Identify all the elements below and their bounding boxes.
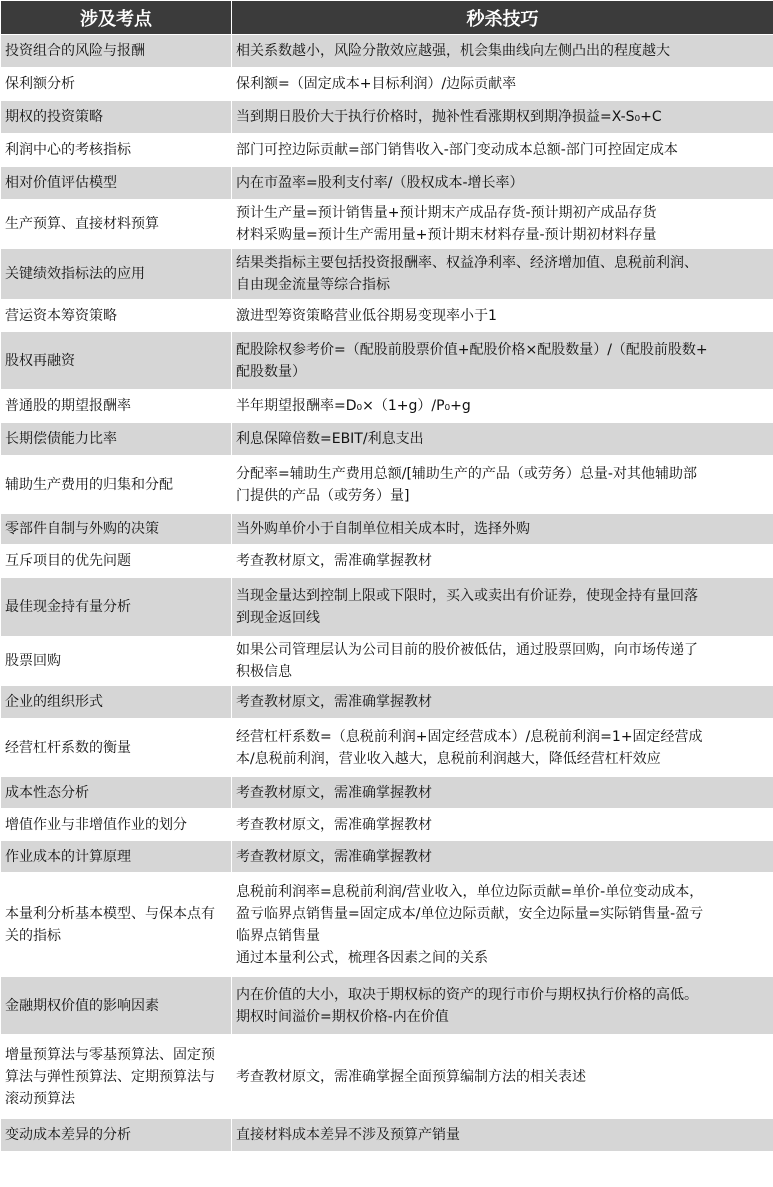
technique-cell bbox=[232, 686, 773, 719]
table-row bbox=[1, 249, 773, 300]
table-row bbox=[1, 101, 773, 134]
topic-cell: 保利额分析 bbox=[1, 68, 232, 101]
technique-line: 预计生产量=预计销售量+预计期末产成品存货-预计期初产成品存货 bbox=[236, 205, 657, 221]
table-row bbox=[1, 390, 773, 423]
technique-cell bbox=[232, 101, 773, 134]
technique-cell bbox=[232, 545, 773, 578]
technique-line: 相关系数越小，风险分散效应越强，机会集曲线向左侧凸出的程度越大 bbox=[236, 43, 670, 59]
technique-line: 考查教材原文，需准确掌握教材 bbox=[236, 784, 432, 801]
topic-cell: 零部件自制与外购的决策 bbox=[1, 514, 232, 545]
technique-line: 考查教材原文，需准确掌握教材 bbox=[236, 694, 432, 710]
topic-cell: 投资组合的风险与报酬 bbox=[1, 35, 232, 68]
topic-cell: 变动成本差异的分析 bbox=[1, 1119, 232, 1152]
technique-line: 积极信息 bbox=[236, 664, 292, 680]
topic-cell: 相对价值评估模型 bbox=[1, 167, 232, 200]
topic-cell: 作业成本的计算原理 bbox=[1, 841, 232, 873]
technique-line: 当到期日股价大于执行价格时，抛补性看涨期权到期净损益=X-S₀+C bbox=[236, 109, 662, 125]
table-row bbox=[1, 545, 773, 578]
technique-line: 配股数量） bbox=[236, 363, 306, 380]
topic-cell: 关键绩效指标法的应用 bbox=[1, 249, 232, 300]
technique-line: 直接材料成本差异不涉及预算产销量 bbox=[236, 1127, 460, 1143]
topic-cell: 最佳现金持有量分析 bbox=[1, 578, 232, 637]
technique-line: 激进型筹资策略营业低谷期易变现率小于1 bbox=[236, 307, 497, 324]
technique-cell bbox=[232, 1119, 773, 1152]
topic-cell: 增值作业与非增值作业的划分 bbox=[1, 809, 232, 841]
technique-line: 临界点销售量 bbox=[236, 927, 320, 944]
topic-cell: 利润中心的考核指标 bbox=[1, 134, 232, 167]
technique-cell bbox=[232, 777, 773, 809]
technique-line: 利息保障倍数=EBIT/利息支出 bbox=[236, 431, 424, 447]
technique-line: 本/息税前利润，营业收入越大，息税前利润越大，降低经营杠杆效应 bbox=[236, 750, 661, 767]
topic-cell: 互斥项目的优先问题 bbox=[1, 545, 232, 578]
technique-cell bbox=[232, 977, 773, 1035]
technique-line: 半年期望报酬率=D₀×（1+g）/P₀+g bbox=[236, 398, 471, 414]
table-row bbox=[1, 686, 773, 719]
table-row bbox=[1, 35, 773, 68]
technique-line: 盈亏临界点销售量=固定成本/单位边际贡献，安全边际量=实际销售量-盈亏 bbox=[236, 905, 704, 922]
topic-cell: 股权再融资 bbox=[1, 332, 232, 390]
technique-cell bbox=[232, 873, 773, 977]
technique-line: 保利额=（固定成本+目标利润）/边际贡献率 bbox=[236, 76, 517, 92]
topic-cell: 增量预算法与零基预算法、固定预算法与弹性预算法、定期预算法与滚动预算法 bbox=[1, 1035, 232, 1119]
technique-line: 当现金量达到控制上限或下限时，买入或卖出有价证券，使现金持有量回落 bbox=[236, 588, 698, 604]
table-row bbox=[1, 332, 773, 390]
technique-cell bbox=[232, 332, 773, 390]
technique-line: 部门可控边际贡献=部门销售收入-部门变动成本总额-部门可控固定成本 bbox=[236, 142, 678, 158]
technique-line: 分配率=辅助生产费用总额/[辅助生产的产品（或劳务）总量-对其他辅助部 bbox=[236, 465, 697, 482]
technique-cell bbox=[232, 1035, 773, 1119]
technique-line: 结果类指标主要包括投资报酬率、权益净利率、经济增加值、息税前利润、 bbox=[236, 255, 698, 271]
technique-cell bbox=[232, 456, 773, 514]
technique-line: 考查教材原文，需准确掌握教材 bbox=[236, 816, 432, 833]
technique-line: 当外购单价小于自制单位相关成本时，选择外购 bbox=[236, 521, 530, 537]
technique-line: 内在市盈率=股利支付率/（股权成本-增长率） bbox=[236, 175, 524, 191]
technique-cell bbox=[232, 249, 773, 300]
technique-cell bbox=[232, 423, 773, 456]
technique-line: 通过本量利公式，梳理各因素之间的关系 bbox=[236, 949, 488, 966]
table-row bbox=[1, 977, 773, 1035]
table-header-row bbox=[1, 1, 773, 35]
technique-line: 息税前利润率=息税前利润/营业收入，单位边际贡献=单价-单位变动成本， bbox=[236, 883, 704, 900]
table-row bbox=[1, 300, 773, 332]
table-row bbox=[1, 1035, 773, 1119]
technique-line: 门提供的产品（或劳务）量] bbox=[236, 487, 410, 504]
technique-line: 考查教材原文，需准确掌握教材 bbox=[236, 848, 432, 865]
technique-cell bbox=[232, 390, 773, 423]
table-row bbox=[1, 841, 773, 873]
technique-line: 如果公司管理层认为公司目前的股价被低估，通过股票回购，向市场传递了 bbox=[236, 642, 698, 658]
technique-line: 配股除权参考价=（配股前股票价值+配股价格×配股数量）/（配股前股数+ bbox=[236, 341, 708, 358]
technique-cell bbox=[232, 167, 773, 200]
table-row bbox=[1, 134, 773, 167]
table-row bbox=[1, 456, 773, 514]
topic-cell: 长期偿债能力比率 bbox=[1, 423, 232, 456]
table-row bbox=[1, 777, 773, 809]
technique-cell bbox=[232, 578, 773, 637]
table-row bbox=[1, 637, 773, 686]
header-topic: 涉及考点 bbox=[1, 1, 232, 35]
topic-cell: 企业的组织形式 bbox=[1, 686, 232, 719]
topic-cell: 股票回购 bbox=[1, 637, 232, 686]
technique-cell bbox=[232, 200, 773, 249]
technique-cell bbox=[232, 841, 773, 873]
table-row bbox=[1, 719, 773, 777]
topic-cell: 本量利分析基本模型、与保本点有关的指标 bbox=[1, 873, 232, 977]
technique-line: 到现金返回线 bbox=[236, 610, 320, 626]
table-row bbox=[1, 423, 773, 456]
table-row bbox=[1, 68, 773, 101]
table-row bbox=[1, 1119, 773, 1152]
table-row bbox=[1, 578, 773, 637]
topic-cell: 生产预算、直接材料预算 bbox=[1, 200, 232, 249]
topic-cell: 金融期权价值的影响因素 bbox=[1, 977, 232, 1035]
technique-line: 自由现金流量等综合指标 bbox=[236, 277, 390, 293]
header-technique: 秒杀技巧 bbox=[232, 1, 773, 35]
technique-cell bbox=[232, 637, 773, 686]
topic-cell: 期权的投资策略 bbox=[1, 101, 232, 134]
technique-line: 考查教材原文，需准确掌握教材 bbox=[236, 553, 432, 569]
table-row bbox=[1, 873, 773, 977]
table-row bbox=[1, 809, 773, 841]
technique-line: 经营杠杆系数=（息税前利润+固定经营成本）/息税前利润=1+固定经营成 bbox=[236, 728, 703, 745]
technique-cell bbox=[232, 68, 773, 101]
technique-cell bbox=[232, 719, 773, 777]
topic-cell: 营运资本筹资策略 bbox=[1, 300, 232, 332]
technique-cell bbox=[232, 35, 773, 68]
topic-cell: 经营杠杆系数的衡量 bbox=[1, 719, 232, 777]
technique-cell bbox=[232, 300, 773, 332]
topic-cell: 辅助生产费用的归集和分配 bbox=[1, 456, 232, 514]
table-row bbox=[1, 167, 773, 200]
technique-cell bbox=[232, 134, 773, 167]
technique-cell bbox=[232, 514, 773, 545]
technique-line: 材料采购量=预计生产需用量+预计期末材料存量-预计期初材料存量 bbox=[236, 227, 657, 243]
technique-cell bbox=[232, 809, 773, 841]
technique-line: 内在价值的大小，取决于期权标的资产的现行市价与期权执行价格的高低。 bbox=[236, 986, 698, 1003]
table-row bbox=[1, 514, 773, 545]
table-row bbox=[1, 200, 773, 249]
topic-cell: 成本性态分析 bbox=[1, 777, 232, 809]
topic-cell: 普通股的期望报酬率 bbox=[1, 390, 232, 423]
technique-line: 期权时间溢价=期权价格-内在价值 bbox=[236, 1008, 449, 1025]
technique-line: 考查教材原文，需准确掌握全面预算编制方法的相关表述 bbox=[236, 1068, 586, 1085]
